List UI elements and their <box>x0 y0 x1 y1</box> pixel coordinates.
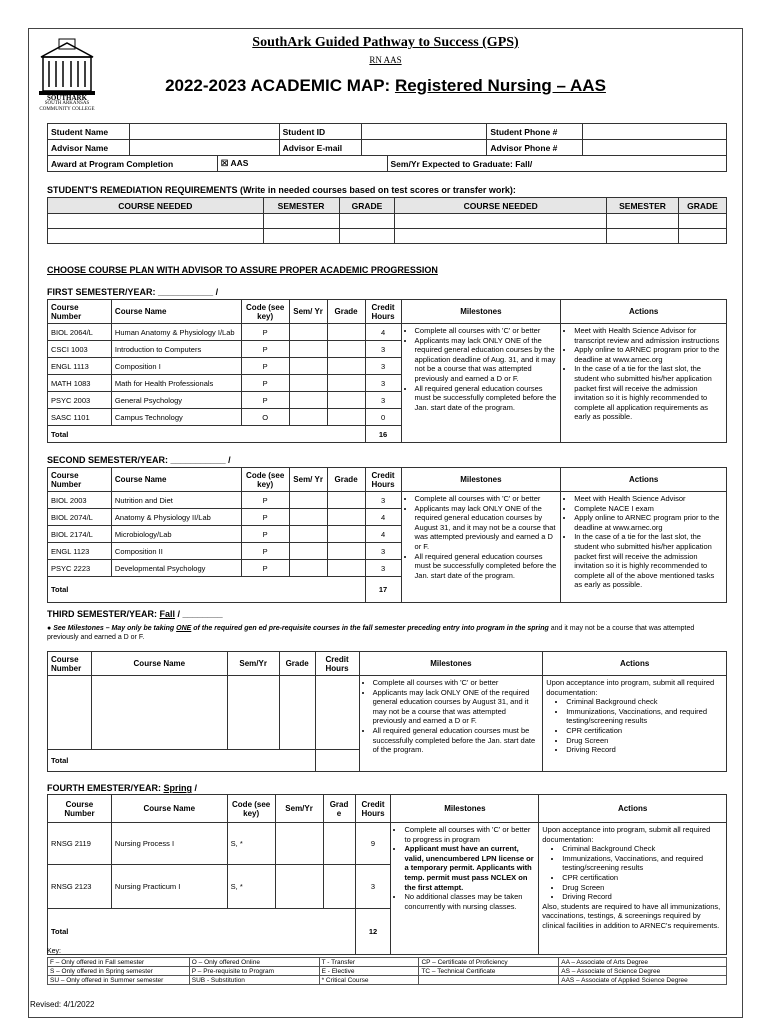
sem3-heading <box>47 609 223 619</box>
logo-wordmark: SOUTHARK <box>46 94 88 102</box>
total-hours: 12 <box>355 909 391 955</box>
grade-cell[interactable] <box>327 492 365 509</box>
course-name: Math for Health Professionals <box>111 375 241 392</box>
rem-cell[interactable] <box>395 214 607 229</box>
rem-cell[interactable] <box>679 214 727 229</box>
credit-hours: 3 <box>365 341 401 358</box>
col-milestones: Milestones <box>401 468 561 492</box>
course-code: S, * <box>227 865 275 909</box>
action-item: • Criminal Background Check <box>562 844 723 854</box>
credit-hours: 3 <box>365 375 401 392</box>
table-row <box>48 823 727 865</box>
col-credit-hours: Credit Hours <box>365 300 401 324</box>
action-item: • Complete NACE I exam <box>574 504 723 514</box>
sem-yr-cell[interactable] <box>289 560 327 577</box>
total-hours-cell[interactable] <box>315 750 359 772</box>
grade-cell[interactable] <box>327 358 365 375</box>
key-cell: TC – Technical Certificate <box>419 967 559 976</box>
course-name: Nursing Practicum I <box>111 865 227 909</box>
map-title <box>29 76 742 96</box>
map-title-prefix: 2022-2023 ACADEMIC MAP: <box>165 76 395 95</box>
key-cell: AS – Associate of Science Degree <box>559 967 727 976</box>
action-item: • Drug Screen <box>562 883 723 893</box>
col-course-number: Course Number <box>48 468 112 492</box>
advisor-phone-field[interactable] <box>583 140 727 156</box>
credit-hours: 3 <box>365 560 401 577</box>
sem-yr-cell[interactable] <box>289 543 327 560</box>
action-item: • Meet with Health Science Advisor for transcript review and admission instructions <box>574 326 723 345</box>
course-number-cell[interactable] <box>48 676 92 750</box>
course-number: CSCI 1003 <box>48 341 112 358</box>
credit-hours: 9 <box>355 823 391 865</box>
action-item: • In the case of a tie for the last slot, the student who submitted his/her application packet first will receive the admission invitation so it is highly recommended to complete all application requirements as early as possible. <box>574 364 723 422</box>
key-cell: CP – Certificate of Proficiency <box>419 958 559 967</box>
grade-cell[interactable] <box>327 392 365 409</box>
action-item: • Apply online to ARNEC program prior to the deadline at www.arnec.org <box>574 345 723 364</box>
course-number: MATH 1083 <box>48 375 112 392</box>
course-number: SASC 1101 <box>48 409 112 426</box>
course-name: Developmental Psychology <box>111 560 241 577</box>
action-item: • CPR certification <box>566 726 723 736</box>
course-name: Campus Technology <box>111 409 241 426</box>
advisor-email-label: Advisor E-mail <box>279 140 361 156</box>
course-code: P <box>241 375 289 392</box>
sem4-milestones <box>391 823 539 955</box>
rem-cell[interactable] <box>263 229 339 244</box>
award-label: Award at Program Completion <box>48 156 218 172</box>
col-actions: Actions <box>539 795 727 823</box>
course-name: Composition I <box>111 358 241 375</box>
sem-yr-cell[interactable] <box>289 492 327 509</box>
col-sem-yr: Sem/ Yr <box>289 468 327 492</box>
milestone-item: • Complete all courses with 'C' or better <box>415 494 558 504</box>
col-code: Code (see key) <box>241 300 289 324</box>
milestone-item: • Applicants may lack ONLY ONE of the required general education courses by August 31, and it may not be a course that was attempted previously and earned a D or F. <box>373 688 540 726</box>
credit-hours: 4 <box>365 526 401 543</box>
milestone-item: • All required general education courses must be successfully completed before the Jan. start date of the program. <box>415 552 558 581</box>
total-label: Total <box>48 750 316 772</box>
course-code: P <box>241 358 289 375</box>
action-item: • Driving Record <box>562 892 723 902</box>
sem2-milestones <box>401 492 561 603</box>
sem3-note-part-3: and it may not be a course that was attempted previously and earned a D or F. <box>47 625 695 641</box>
course-number: RNSG 2123 <box>48 865 112 909</box>
rem-row <box>48 229 727 244</box>
action-item: • CPR certification <box>562 873 723 883</box>
course-name: Nutrition and Diet <box>111 492 241 509</box>
grade-cell[interactable] <box>327 560 365 577</box>
sem2-heading: SECOND SEMESTER/YEAR: ___________ / <box>47 455 231 465</box>
course-name-cell[interactable] <box>91 676 227 750</box>
sem-yr-cell[interactable] <box>275 823 323 865</box>
col-milestones: Milestones <box>391 795 539 823</box>
credit-hours: 3 <box>365 358 401 375</box>
rem-col-semester: SEMESTER <box>263 198 339 214</box>
col-actions: Actions <box>561 468 727 492</box>
col-course-number: Course Number <box>48 652 92 676</box>
col-grade: Grade <box>279 652 315 676</box>
program-code: RN AAS <box>369 55 402 65</box>
award-checkbox[interactable]: ☒ AAS <box>217 156 387 172</box>
sem-yr-cell[interactable] <box>289 509 327 526</box>
key-row <box>48 967 727 976</box>
course-number: PSYC 2003 <box>48 392 112 409</box>
choose-plan-heading: CHOOSE COURSE PLAN WITH ADVISOR TO ASSURE PROPER ACADEMIC PROGRESSION <box>47 265 438 275</box>
advisor-email-field[interactable] <box>361 140 487 156</box>
sem4-heading <box>47 783 197 793</box>
student-info-table <box>47 123 727 156</box>
key-row <box>48 958 727 967</box>
action-item: • Immunizations, Vaccinations, and required testing/screening results <box>562 854 723 873</box>
sem-yr-cell[interactable] <box>289 392 327 409</box>
rem-cell[interactable] <box>48 214 264 229</box>
key-cell: SU – Only offered in Summer semester <box>48 976 190 985</box>
course-code: P <box>241 341 289 358</box>
course-code: P <box>241 543 289 560</box>
rem-cell[interactable] <box>339 214 395 229</box>
course-number: ENGL 1113 <box>48 358 112 375</box>
col-course-name: Course Name <box>111 795 227 823</box>
sem3-note-part-2: of the required gen ed pre-requisite courses in the fall semester preceding entry into program in the spring <box>191 625 549 632</box>
milestone-item-bold: • Applicant must have an current, valid, unencumbered LPN license or a temporary permit. Applicants with temp. permit must pass NCLEX on the first attempt. <box>404 844 535 892</box>
rem-cell[interactable] <box>607 229 679 244</box>
credit-hours: 0 <box>365 409 401 426</box>
rem-cell[interactable] <box>48 229 264 244</box>
student-id-field[interactable] <box>361 124 487 140</box>
student-id-label: Student ID <box>279 124 361 140</box>
total-label: Total <box>48 426 366 443</box>
logo-line-3: COMMUNITY COLLEGE <box>39 107 95 112</box>
sem3-actions <box>543 676 727 772</box>
graduation-semester-field[interactable]: Sem/Yr Expected to Graduate: Fall/ <box>387 156 726 172</box>
sem-yr-cell[interactable] <box>289 324 327 341</box>
map-title-program: Registered Nursing – AAS <box>394 76 606 95</box>
key-cell: AAS – Associate of Applied Science Degree <box>559 976 727 985</box>
sem3-season: Fall <box>159 609 176 619</box>
sem1-actions <box>561 324 727 443</box>
grade-cell[interactable] <box>323 865 355 909</box>
key-cell: SUB - Substitution <box>189 976 319 985</box>
action-item: • Criminal Background check <box>566 697 723 707</box>
key-cell: S – Only offered in Spring semester <box>48 967 190 976</box>
sem3-heading-suffix: / ________ <box>175 609 223 619</box>
credit-hours-cell[interactable] <box>315 676 359 750</box>
col-course-name: Course Name <box>111 300 241 324</box>
credit-hours: 3 <box>355 865 391 909</box>
note-bullet-icon: ● <box>47 625 54 632</box>
sem-yr-cell[interactable] <box>289 526 327 543</box>
advisor-phone-label: Advisor Phone # <box>487 140 583 156</box>
course-name: Anatomy & Physiology II/Lab <box>111 509 241 526</box>
action-item: • Drug Screen <box>566 736 723 746</box>
sem1-table <box>47 299 727 443</box>
logo-line-2: SOUTH ARKANSAS <box>44 101 90 106</box>
grade-cell[interactable] <box>279 676 315 750</box>
col-grade: Grade <box>327 300 365 324</box>
key-cell: O – Only offered Online <box>189 958 319 967</box>
rem-cell[interactable] <box>263 214 339 229</box>
remediation-heading: STUDENT'S REMEDIATION REQUIREMENTS (Write in needed courses based on test scores or transfer work): <box>47 185 516 195</box>
col-credit-hours: Credit Hours <box>315 652 359 676</box>
milestone-item: • Complete all courses with 'C' or better to progress in program <box>404 825 535 844</box>
sem-yr-cell[interactable] <box>275 865 323 909</box>
col-course-name: Course Name <box>91 652 227 676</box>
course-code: P <box>241 492 289 509</box>
col-code: Code (see key) <box>227 795 275 823</box>
total-hours: 16 <box>365 426 401 443</box>
course-number: BIOL 2003 <box>48 492 112 509</box>
sem1-heading: FIRST SEMESTER/YEAR: ___________ / <box>47 287 219 297</box>
col-code: Code (see key) <box>241 468 289 492</box>
milestone-item: • No additional classes may be taken concurrently with nursing classes. <box>404 892 535 911</box>
course-code: S, * <box>227 823 275 865</box>
grade-cell[interactable] <box>327 375 365 392</box>
sem3-milestones <box>359 676 543 772</box>
student-name-label: Student Name <box>48 124 130 140</box>
col-course-number: Course Number <box>48 795 112 823</box>
col-grade: Grad e <box>323 795 355 823</box>
course-name: Composition II <box>111 543 241 560</box>
sem4-actions-intro: Upon acceptance into program, submit all required documentation: <box>542 825 711 844</box>
sem1-milestones <box>401 324 561 443</box>
action-item: • In the case of a tie for the last slot, the student who submitted his/her application packet first will receive the admission invitation so it is highly recommended to complete all of the above mentioned tasks as early as possible. <box>574 532 723 590</box>
award-row-table <box>47 155 727 172</box>
total-label: Total <box>48 909 356 955</box>
sem-yr-cell[interactable] <box>289 358 327 375</box>
milestone-item: • All required general education courses must be successfully completed before the Jan. start date of the program. <box>373 726 540 755</box>
credit-hours: 3 <box>365 392 401 409</box>
sem-yr-cell[interactable] <box>227 676 279 750</box>
credit-hours: 3 <box>365 492 401 509</box>
course-number: ENGL 1123 <box>48 543 112 560</box>
academic-map-page <box>28 28 743 1018</box>
grade-cell[interactable] <box>327 409 365 426</box>
table-row <box>48 492 727 509</box>
milestone-item: • Complete all courses with 'C' or better <box>415 326 558 336</box>
course-code: P <box>241 392 289 409</box>
course-number: PSYC 2223 <box>48 560 112 577</box>
milestone-item: • Applicants may lack ONLY ONE of the required general education courses by August 31, and it may not be a course that was attempted previously and earned a D or F. <box>415 504 558 552</box>
key-row <box>48 976 727 985</box>
col-credit-hours: Credit Hours <box>355 795 391 823</box>
sem3-note-one: ONE <box>176 625 192 632</box>
col-actions: Actions <box>543 652 727 676</box>
sem-yr-cell[interactable] <box>289 375 327 392</box>
sem3-heading-prefix: THIRD SEMESTER/YEAR: <box>47 609 160 619</box>
grade-cell[interactable] <box>327 341 365 358</box>
course-code: P <box>241 324 289 341</box>
col-milestones: Milestones <box>359 652 543 676</box>
total-hours: 17 <box>365 577 401 603</box>
action-item: • Driving Record <box>566 745 723 755</box>
key-cell: F – Only offered in Fall semester <box>48 958 190 967</box>
rem-row <box>48 214 727 229</box>
col-sem-yr: Sem/ Yr <box>289 300 327 324</box>
student-phone-label: Student Phone # <box>487 124 583 140</box>
advisor-name-field[interactable] <box>129 140 279 156</box>
student-phone-field[interactable] <box>583 124 727 140</box>
milestone-item: • Complete all courses with 'C' or better <box>373 678 540 688</box>
action-item: • Immunizations, Vaccinations, and required testing/screening results <box>566 707 723 726</box>
col-sem-yr: Sem/Yr <box>275 795 323 823</box>
course-name: Introduction to Computers <box>111 341 241 358</box>
rem-col-grade-2: GRADE <box>679 198 727 214</box>
credit-hours: 4 <box>365 509 401 526</box>
key-cell <box>419 976 559 985</box>
grade-cell[interactable] <box>327 526 365 543</box>
rem-cell[interactable] <box>339 229 395 244</box>
course-code: P <box>241 560 289 577</box>
course-name: General Psychology <box>111 392 241 409</box>
key-cell: P – Pre-requisite to Program <box>189 967 319 976</box>
sem2-table <box>47 467 727 603</box>
key-cell: E - Elective <box>319 967 419 976</box>
revised-date: Revised: 4/1/2022 <box>30 1000 95 1009</box>
sem4-season: Spring <box>163 783 193 793</box>
col-course-name: Course Name <box>111 468 241 492</box>
course-name: Microbiology/Lab <box>111 526 241 543</box>
course-code: P <box>241 509 289 526</box>
col-sem-yr: Sem/Yr <box>227 652 279 676</box>
table-row <box>48 324 727 341</box>
key-cell: * Critical Course <box>319 976 419 985</box>
course-name: Human Anatomy & Physiology I/Lab <box>111 324 241 341</box>
grade-cell[interactable] <box>327 543 365 560</box>
action-item: • Apply online to ARNEC program prior to the deadline at www.arnec.org <box>574 513 723 532</box>
sem-yr-cell[interactable] <box>289 341 327 358</box>
logo-text <box>35 95 99 113</box>
total-label: Total <box>48 577 366 603</box>
table-row <box>48 676 727 750</box>
sem3-note <box>47 624 727 642</box>
remediation-table <box>47 197 727 244</box>
school-title: SouthArk Guided Pathway to Success (GPS) <box>252 35 519 50</box>
col-course-number: Course Number <box>48 300 112 324</box>
course-code: O <box>241 409 289 426</box>
key-cell: AA – Associate of Arts Degree <box>559 958 727 967</box>
milestone-item: • Applicants may lack ONLY ONE of the required general education courses by the application deadline of Aug. 31, and it may not be a course that was attempted previously and earned a D or F. <box>415 336 558 384</box>
course-number: RNSG 2119 <box>48 823 112 865</box>
sem4-actions <box>539 823 727 955</box>
sem3-actions-intro: Upon acceptance into program, submit all required documentation: <box>546 678 715 697</box>
sem-yr-cell[interactable] <box>289 409 327 426</box>
action-item: • Meet with Health Science Advisor <box>574 494 723 504</box>
credit-hours: 3 <box>365 543 401 560</box>
course-number: BIOL 2174/L <box>48 526 112 543</box>
sem2-actions <box>561 492 727 603</box>
student-name-field[interactable] <box>129 124 279 140</box>
course-code: P <box>241 526 289 543</box>
sem3-table <box>47 651 727 772</box>
rem-cell[interactable] <box>679 229 727 244</box>
key-label: Key: <box>47 948 62 955</box>
sem3-note-part-1: See Milestones – May only be taking <box>53 625 177 632</box>
milestone-item: • All required general education courses must be successfully completed before the Jan. start date of the program. <box>415 384 558 413</box>
col-milestones: Milestones <box>401 300 561 324</box>
grade-cell[interactable] <box>323 823 355 865</box>
sem4-table <box>47 794 727 955</box>
col-actions: Actions <box>561 300 727 324</box>
course-number: BIOL 2074/L <box>48 509 112 526</box>
course-number: BIOL 2064/L <box>48 324 112 341</box>
key-table <box>47 957 727 985</box>
col-credit-hours: Credit Hours <box>365 468 401 492</box>
course-name: Nursing Process I <box>111 823 227 865</box>
grade-cell[interactable] <box>327 324 365 341</box>
rem-col-semester-2: SEMESTER <box>607 198 679 214</box>
sem4-heading-prefix: FOURTH EMESTER/YEAR: <box>47 783 164 793</box>
col-grade: Grade <box>327 468 365 492</box>
rem-cell[interactable] <box>395 229 607 244</box>
sem4-actions-outro: Also, students are required to have all immunizations, vaccinations, testings, & screenings required by clinical facilities in addition to ARNEC's requirements. <box>542 901 721 930</box>
rem-col-course-2: COURSE NEEDED <box>395 198 607 214</box>
grade-cell[interactable] <box>327 509 365 526</box>
credit-hours: 4 <box>365 324 401 341</box>
rem-col-grade: GRADE <box>339 198 395 214</box>
rem-cell[interactable] <box>607 214 679 229</box>
rem-col-course: COURSE NEEDED <box>48 198 264 214</box>
sem4-heading-suffix: / <box>192 783 198 793</box>
key-cell: T - Transfer <box>319 958 419 967</box>
advisor-name-label: Advisor Name <box>48 140 130 156</box>
